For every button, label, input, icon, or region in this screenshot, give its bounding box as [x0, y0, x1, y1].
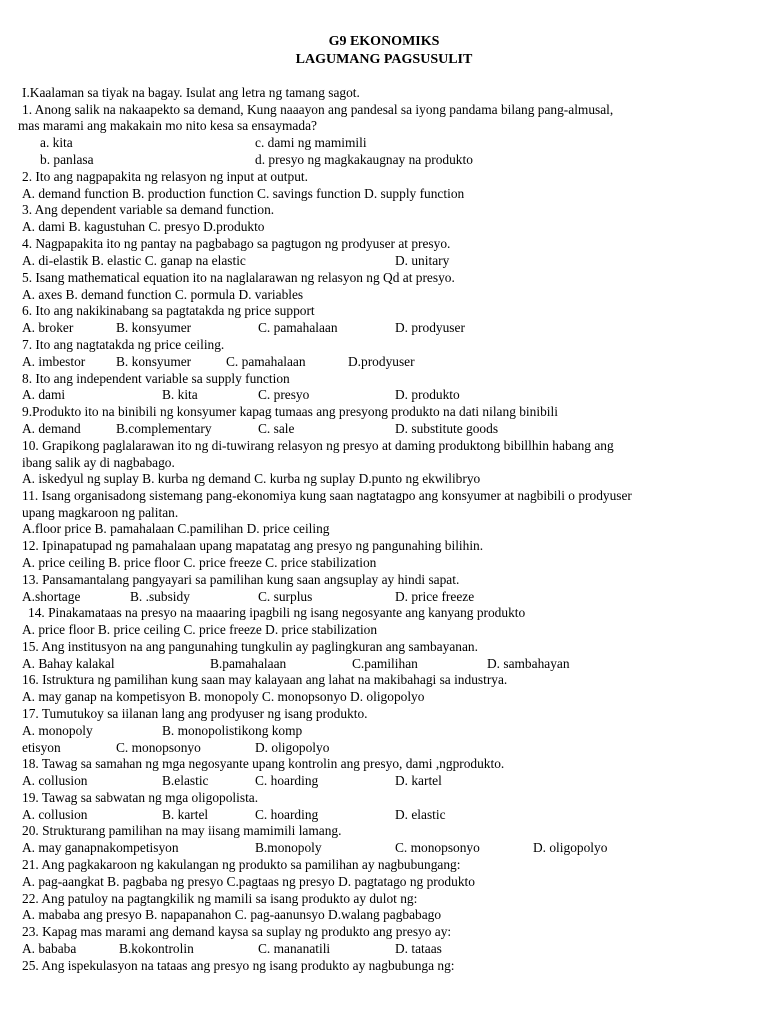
question-line: 16. Istruktura ng pamilihan kung saan may kalayaan ang lahat na makibahagi sa industrya. [22, 672, 508, 687]
choice-line: A. may ganapnakompetisyon [22, 840, 179, 855]
choice-line: A. price ceiling B. price floor C. price freeze C. price stabilization [22, 555, 377, 570]
choice-line: A. Bahay kalakal [22, 656, 115, 671]
choice-line: B. .subsidy [130, 589, 190, 604]
choice-line: C.pamilihan [352, 656, 418, 671]
question-line: 7. Ito ang nagtatakda ng price ceiling. [22, 337, 225, 352]
question-line: 8. Ito ang independent variable sa supply function [22, 371, 290, 386]
question-line: 9.Produkto ito na binibili ng konsyumer kapag tumaas ang presyong produkto na dati nilang binibili [22, 404, 558, 419]
choice-line: C. pamahalaan [258, 320, 338, 335]
question-line: 22. Ang patuloy na pagtangkilik ng mamili sa isang produkto ay dulot ng: [22, 891, 418, 906]
question-line: 17. Tumutukoy sa iilanan lang ang prodyuser ng isang produkto. [22, 706, 368, 721]
question-line: 12. Ipinapatupad ng pamahalaan upang mapatatag ang presyo ng pangunahing bilihin. [22, 538, 484, 553]
choice-line: A. dami [22, 387, 66, 402]
choice-line: A. demand [22, 421, 81, 436]
choice-line: B.pamahalaan [210, 656, 287, 671]
choice-line: A. imbestor [22, 354, 86, 369]
choice-line: D. oligopolyo [255, 740, 330, 755]
question-line: 18. Tawag sa samahan ng mga negosyante upang kontrolin ang presyo, dami ,ngprodukto. [22, 756, 505, 771]
choice-line: A.floor price B. pamahalaan C.pamilihan D. price ceiling [22, 521, 330, 536]
exam-subtitle: LAGUMANG PAGSUSULIT [295, 52, 473, 67]
choice-line: c. dami ng mamimili [255, 135, 367, 150]
choice-line: B. kartel [162, 807, 209, 822]
choice-line: C. hoarding [255, 807, 319, 822]
choice-line: D. prodyuser [395, 320, 465, 335]
choice-line: A.shortage [22, 589, 81, 604]
choice-line: A. mababa ang presyo B. napapanahon C. pag-aanunsyo D.walang pagbabago [22, 907, 442, 922]
choice-line: B. konsyumer [116, 320, 192, 335]
choice-line: D. substitute goods [395, 421, 499, 436]
choice-line: B. konsyumer [116, 354, 192, 369]
question-line: 11. Isang organisadong sistemang pang-ekonomiya kung saan nagtatagpo ang konsyumer at nagbibili o prodyuser [22, 488, 632, 503]
choice-line: A. demand function B. production function C. savings function D. supply function [22, 186, 465, 201]
choice-line: A. monopoly [22, 723, 93, 738]
question-line: ibang salik ay di nagbabago. [22, 455, 175, 470]
choice-line: C. mananatili [258, 941, 331, 956]
choice-line: C. monopsonyo [116, 740, 201, 755]
choice-line: B.monopoly [255, 840, 322, 855]
choice-line: etisyon [22, 740, 61, 755]
choice-line: B.kokontrolin [119, 941, 194, 956]
question-line: 20. Strukturang pamilihan na may iisang mamimili lamang. [22, 823, 342, 838]
choice-line: C. sale [258, 421, 295, 436]
choice-line: d. presyo ng magkakaugnay na produkto [255, 152, 473, 167]
question-line: 10. Grapikong paglalarawan ito ng di-tuwirang relasyon ng presyo at daming produktong bibillhin habang ang [22, 438, 614, 453]
choice-line: D. produkto [395, 387, 460, 402]
question-line: 1. Anong salik na nakaapekto sa demand, Kung naaayon ang pandesal sa iyong pandama bilang pang-almusal, [22, 102, 614, 117]
question-line: 19. Tawag sa sabwatan ng mga oligopolista. [22, 790, 259, 805]
question-line: 5. Isang mathematical equation ito na naglalarawan ng relasyon ng Qd at presyo. [22, 270, 455, 285]
question-line: upang magkaroon ng palitan. [22, 505, 179, 520]
choice-line: A. di-elastik B. elastic C. ganap na elastic [22, 253, 246, 268]
choice-line: D. price freeze [395, 589, 475, 604]
choice-line: A. iskedyul ng suplay B. kurba ng demand C. kurba ng suplay D.punto ng ekwilibryo [22, 471, 481, 486]
choice-line: B.elastic [162, 773, 209, 788]
choice-line: C. surplus [258, 589, 313, 604]
question-line: 15. Ang institusyon na ang pangunahing tungkulin ay paglingkuran ang sambayanan. [22, 639, 478, 654]
question-line: 4. Nagpapakita ito ng pantay na pagbabago sa pagtugon ng prodyuser at presyo. [22, 236, 451, 251]
question-line: 2. Ito ang nagpapakita ng relasyon ng input at output. [22, 169, 308, 184]
question-line: 3. Ang dependent variable sa demand function. [22, 202, 275, 217]
choice-line: C. presyo [258, 387, 310, 402]
question-line: 25. Ang ispekulasyon na tataas ang presyo ng isang produkto ay nagbubunga ng: [22, 958, 455, 973]
choice-line: A. collusion [22, 773, 88, 788]
question-line: 14. Pinakamataas na presyo na maaaring ipagbili ng isang negosyante ang kanyang produkto [28, 605, 526, 620]
choice-line: C. pamahalaan [226, 354, 306, 369]
choice-line: D.prodyuser [348, 354, 415, 369]
choice-line: B. kita [162, 387, 198, 402]
choice-line: A. broker [22, 320, 74, 335]
question-line: 21. Ang pagkakaroon ng kakulangan ng produkto sa pamilihan ay nagbubungang: [22, 857, 461, 872]
question-line: 6. Ito ang nakikinabang sa pagtatakda ng price support [22, 303, 315, 318]
choice-line: D. sambahayan [487, 656, 570, 671]
choice-line: C. hoarding [255, 773, 319, 788]
choice-line: A. dami B. kagustuhan C. presyo D.produkto [22, 219, 265, 234]
choice-line: D. kartel [395, 773, 442, 788]
instruction-line: I.Kaalaman sa tiyak na bagay. Isulat ang letra ng tamang sagot. [22, 85, 360, 100]
choice-line: A. collusion [22, 807, 88, 822]
exam-title: G9 EKONOMIKS [328, 34, 440, 49]
choice-line: B. monopolistikong komp [162, 723, 303, 738]
choice-line: A. price floor B. price ceiling C. price freeze D. price stabilization [22, 622, 378, 637]
question-line: mas marami ang makakain mo nito kesa sa ensaymada? [18, 118, 317, 133]
choice-line: b. panlasa [40, 152, 94, 167]
question-line: 13. Pansamantalang pangyayari sa pamilihan kung saan angsuplay ay hindi sapat. [22, 572, 460, 587]
choice-line: D. elastic [395, 807, 446, 822]
choice-line: a. kita [40, 135, 73, 150]
choice-line: A. may ganap na kompetisyon B. monopoly C. monopsonyo D. oligopolyo [22, 689, 425, 704]
choice-line: B.complementary [116, 421, 212, 436]
choice-line: A. axes B. demand function C. pormula D. variables [22, 287, 304, 302]
question-line: 23. Kapag mas marami ang demand kaysa sa suplay ng produkto ang presyo ay: [22, 924, 452, 939]
choice-line: D. tataas [395, 941, 442, 956]
choice-line: A. bababa [22, 941, 77, 956]
choice-line: D. unitary [395, 253, 450, 268]
choice-line: D. oligopolyo [533, 840, 608, 855]
choice-line: A. pag-aangkat B. pagbaba ng presyo C.pagtaas ng presyo D. pagtatago ng produkto [22, 874, 475, 889]
choice-line: C. monopsonyo [395, 840, 480, 855]
